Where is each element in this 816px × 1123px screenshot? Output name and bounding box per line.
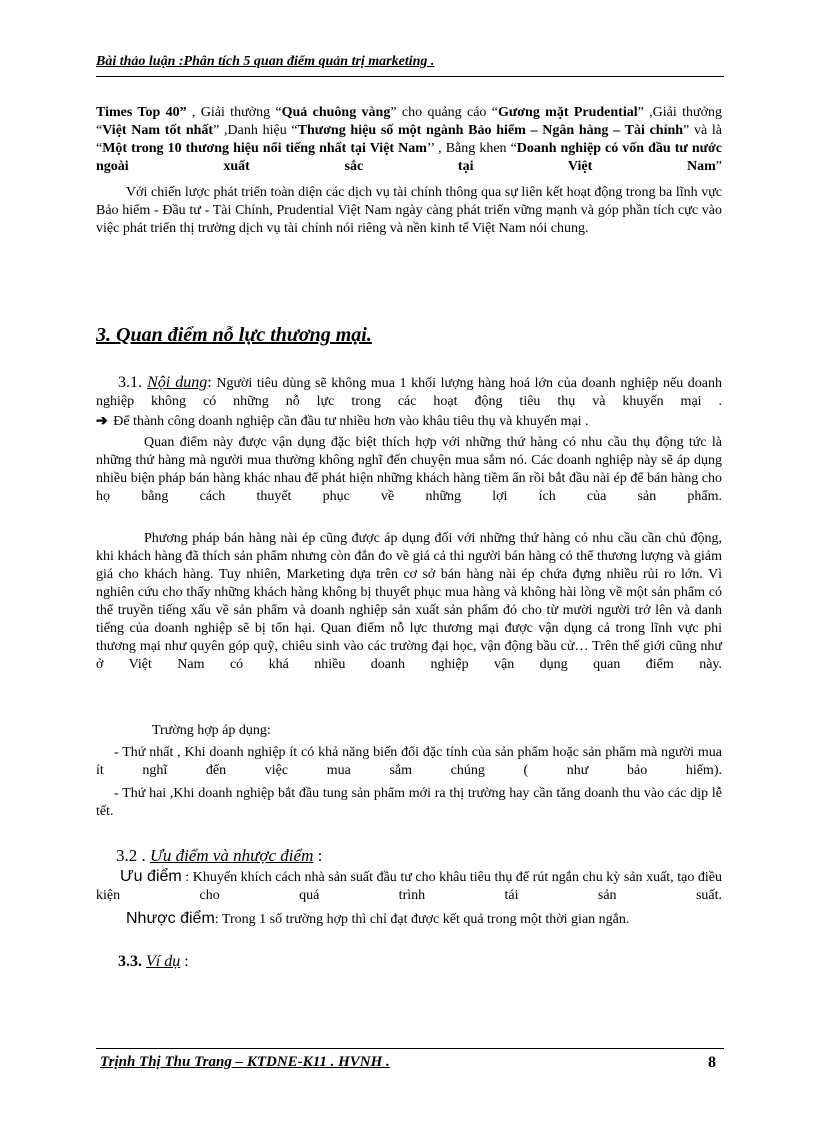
intro-bold: Thương hiệu số một ngành Bảo hiểm – Ngân hàng – Tài chính — [297, 123, 684, 138]
s33-number: 3.3. — [118, 953, 146, 970]
s33-label: Ví dụ — [146, 953, 181, 970]
s32-number: 3.2 . — [116, 846, 150, 865]
disadvantage-text: : Trong 1 số trường hợp thì chỉ đạt được kết quả trong một thời gian ngắn. — [214, 912, 630, 927]
s32-label: Ưu điểm và nhược điểm — [150, 846, 314, 865]
s33-heading — [118, 953, 189, 971]
s31-text: Người tiêu dùng sẽ không mua 1 khối lượng hàng hoá lớn của doanh nghiệp nếu doanh nghiệp không có những nỗ lực trong các hoạt động tiêu thụ và khuyến mại . — [96, 376, 723, 409]
intro-text: ’’ , Bằng khen “ — [426, 141, 517, 156]
case-item-2-text: - Thứ hai ,Khi doanh nghiệp bắt đầu tung sản phẩm mới ra thị trường hay cần tăng doanh thu vào các dịp lễ tết. — [96, 786, 722, 819]
disadvantage-term: Nhược điểm — [126, 910, 215, 927]
s31-conclusion — [96, 413, 722, 431]
intro-text: ” ,Danh hiệu “ — [213, 123, 298, 138]
section-3-heading: 3. Quan điểm nỗ lực thương mại. — [96, 324, 372, 346]
s31-paragraph-2-text: Phương pháp bán hàng nài ép cũng được áp dụng đối với những thứ hàng có nhu cầu cần chủ động, khi khách hàng đã thích sản phẩm nhưng còn đắn đo về giá cả thì người bán hàng có thể thương lượng và giảm giá cho khách hàng. Tuy nhiên, Marketing dựa trên cơ sở bán hàng nài ép chứa đựng nhiều rủi ro lớn. Vì nghiên cứu cho thấy những khách hàng không bị thuyết phục mua hàng và không hài lòng về một sản phẩm có thể truyền tiếng xấu về sản phẩm và doanh nghiệp sản xuất sản phẩm đó cho từ mười người trở lên và danh tiếng của doanh nghiệp sẽ bị tổn hại. Quan điểm nỗ lực thương mại được vận dụng cả trong lĩnh vực phi thương mại như quyên góp quỹ, chiêu sinh vào các trường đại học, vận động bầu cử… Trên thế giới cũng như ở Việt Nam có khá nhiều doanh nghiệp vận dụng quan điểm này. — [96, 531, 722, 672]
page-number: 8 — [708, 1054, 716, 1071]
intro-text: ” ,Giải thưởng “ — [96, 105, 722, 138]
intro-bold: Một trong 10 thương hiệu nổi tiếng nhất tại Việt Nam — [102, 141, 427, 156]
intro-text: ” — [715, 159, 722, 174]
advantage-text: : Khuyến khích cách nhà sản suất đầu tư cho khâu tiêu thụ để rút ngắn chu kỳ sản xuất, tạo điều kiện cho quá trình tái sản suất. — [96, 870, 723, 903]
arrow-icon: ➔ — [96, 414, 108, 429]
advantage-term: Ưu điểm — [120, 868, 182, 885]
s31-content — [96, 374, 722, 411]
intro-bold: Quả chuông vàng — [281, 105, 391, 120]
intro-text: , Giải thưởng “ — [186, 105, 282, 120]
case-title: Trường hợp áp dụng: — [152, 723, 271, 738]
s31-paragraph-1-text: Quan điểm này được vận dụng đặc biệt thích hợp với những thứ hàng có nhu cầu thụ động tức là những thứ hàng mà người mua thường không nghĩ đến chuyện mua sắm nó. Các doanh nghiệp này sẽ áp dụng nhiều biện pháp bán hàng khác nhau để phát hiện những khách hàng tiềm ẩn rồi bắt đầu nài ép để bán hàng cho họ bằng cách thuyết phục về những lợi ích của sản phẩm. — [96, 435, 722, 504]
disadvantage-paragraph — [96, 910, 722, 929]
s31-heading — [118, 374, 212, 391]
s31-paragraph-2 — [96, 530, 722, 674]
header-rule — [96, 76, 724, 77]
intro-bold: Doanh nghiệp có vốn đầu tư nước ngoài xuất sắc tại Việt Nam — [96, 141, 722, 174]
s31-conclusion-text: Để thành công doanh nghiệp cần đầu tư nhiều hơn vào khâu tiêu thụ và khuyến mại . — [109, 414, 589, 429]
case-item-2 — [96, 785, 722, 821]
intro-text: ” và là “ — [96, 123, 723, 156]
s31-colon: : — [207, 374, 212, 391]
case-item-1 — [96, 744, 722, 780]
intro-paragraph-2-text: Với chiến lược phát triển toàn diện các dịch vụ tài chính thông qua sự liên kết hoạt động trong ba lĩnh vực Bảo hiểm - Đầu tư - Tài Chính, Prudential Việt Nam ngày càng phát triển vững mạnh và góp phần tích cực vào việc phát triển thị trường dịch vụ tài chính nói riêng và nền kinh tế Việt Nam nói chung. — [96, 185, 722, 236]
intro-paragraph-1 — [96, 104, 722, 176]
s32-colon: : — [313, 846, 323, 865]
intro-paragraph-2 — [96, 184, 722, 238]
page-header: Bài thảo luận :Phân tích 5 quan điểm quản trị marketing . — [96, 54, 435, 69]
case-item-1-text: - Thứ nhất , Khi doanh nghiệp ít có khả năng biến đổi đặc tính của sản phẩm hoặc sản phẩm mà người mua ít nghĩ đến việc mua sắm chúng ( như bảo hiểm). — [96, 745, 722, 778]
intro-bold: Việt Nam tốt nhất — [102, 123, 214, 138]
intro-bold: Times Top 40” — [96, 105, 187, 120]
footer-rule — [96, 1048, 724, 1049]
s32-heading — [116, 846, 322, 866]
intro-bold: Gương mặt Prudential — [497, 105, 638, 120]
s31-number: 3.1. — [118, 374, 148, 391]
page-footer: Trịnh Thị Thu Trang – KTDNE-K11 . HVNH . — [100, 1054, 390, 1070]
s31-label: Nội dung — [147, 374, 208, 391]
advantage-paragraph — [96, 868, 722, 905]
s33-colon: : — [180, 953, 189, 970]
intro-text: ” cho quảng cáo “ — [390, 105, 498, 120]
s31-paragraph-1 — [96, 434, 722, 506]
